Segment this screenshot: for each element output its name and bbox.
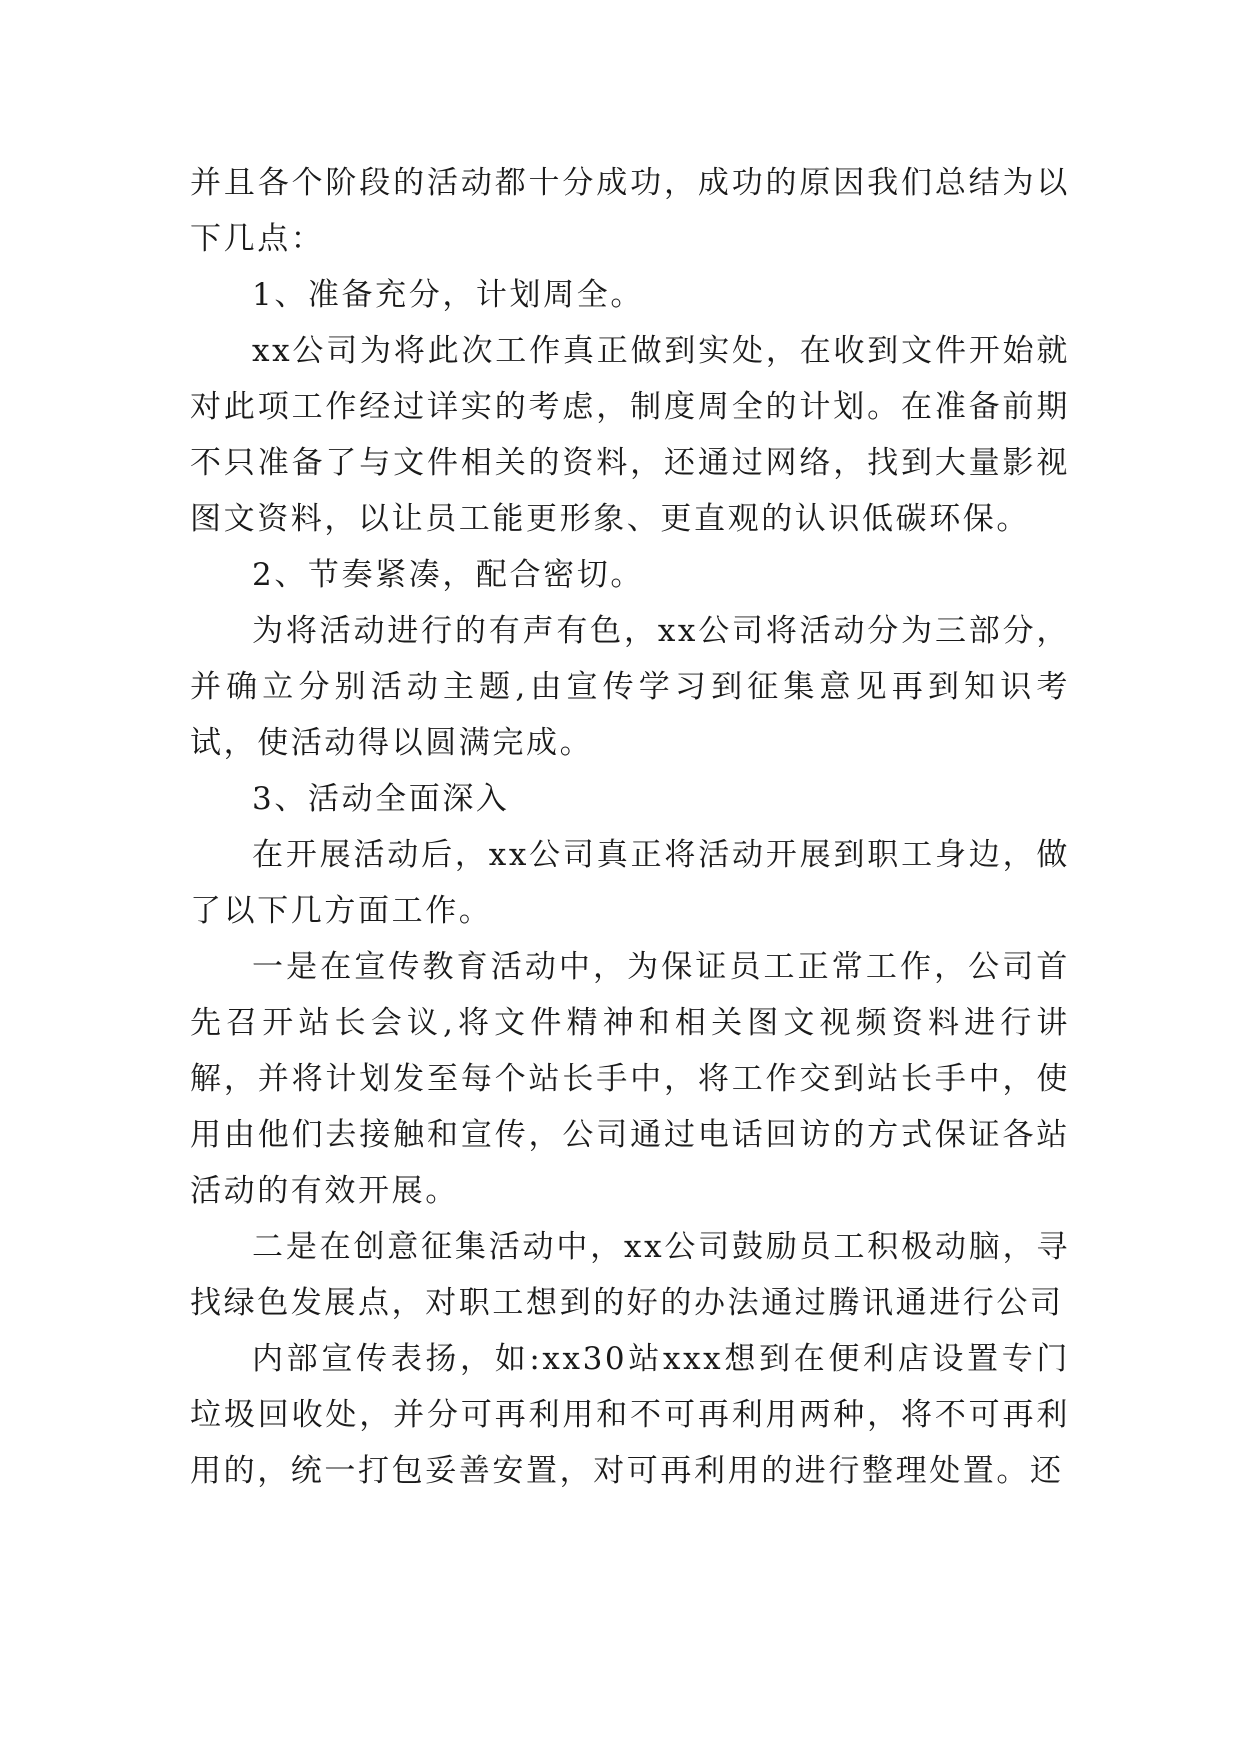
paragraph-item-two-continued: 内部宣传表扬，如:xx30站xxx想到在便利店设置专门垃圾回收处，并分可再利用和不可再利用两种，将不可再利用的，统一打包妥善安置，对可再利用的进行整理处置。还 bbox=[190, 1341, 1070, 1489]
paragraph-point-2-heading: 2、节奏紧凑，配合密切。 bbox=[252, 557, 644, 593]
paragraph-point-2-body: 为将活动进行的有声有色，xx公司将活动分为三部分，并确立分别活动主题,由宣传学习到征集意见再到知识考试，使活动得以圆满完成。 bbox=[190, 613, 1070, 761]
paragraph-item-two: 二是在创意征集活动中，xx公司鼓励员工积极动脑，寻找绿色发展点，对职工想到的好的办法通过腾讯通进行公司 bbox=[190, 1229, 1070, 1321]
paragraph-point-1-body: xx公司为将此次工作真正做到实处，在收到文件开始就对此项工作经过详实的考虑，制度周全的计划。在准备前期不只准备了与文件相关的资料，还通过网络，找到大量影视图文资料，以让员工能更形象、更直观的认识低碳环保。 bbox=[190, 333, 1070, 537]
document-body bbox=[190, 155, 1070, 1499]
paragraph-point-1-heading: 1、准备充分，计划周全。 bbox=[252, 277, 644, 313]
paragraph-point-3-heading: 3、活动全面深入 bbox=[252, 781, 510, 817]
paragraph-point-3-body: 在开展活动后，xx公司真正将活动开展到职工身边，做了以下几方面工作。 bbox=[190, 837, 1070, 929]
paragraph-intro: 并且各个阶段的活动都十分成功，成功的原因我们总结为以下几点： bbox=[190, 165, 1070, 257]
paragraph-item-one: 一是在宣传教育活动中，为保证员工正常工作，公司首先召开站长会议,将文件精神和相关图文视频资料进行讲解，并将计划发至每个站长手中，将工作交到站长手中，使用由他们去接触和宣传，公司通过电话回访的方式保证各站活动的有效开展。 bbox=[190, 949, 1070, 1209]
